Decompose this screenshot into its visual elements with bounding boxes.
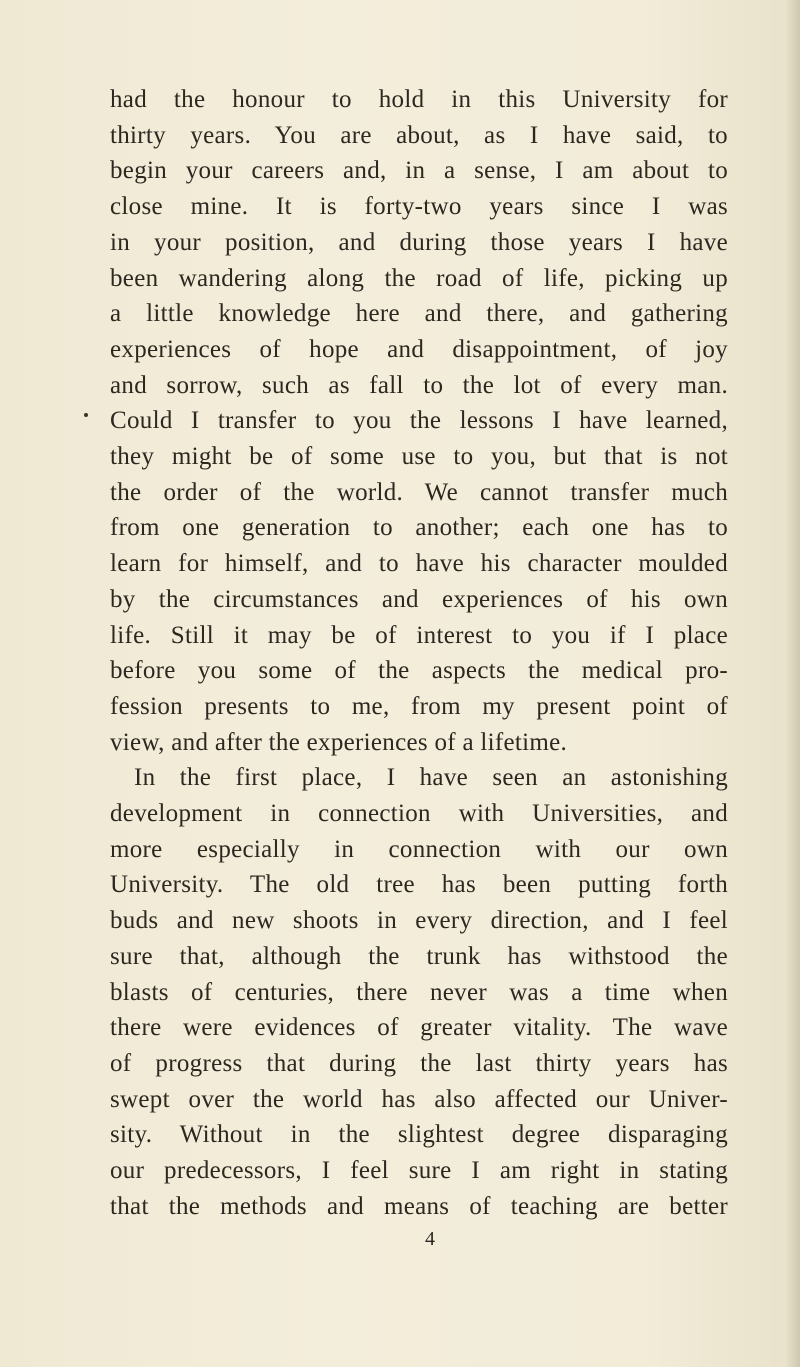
text-line: thirty years. You are about, as I have said, to (110, 121, 728, 149)
text-line: by the circumstances and experiences of his own (110, 585, 728, 613)
text-line: blasts of centuries, there never was a time when (110, 978, 728, 1006)
text-line: before you some of the aspects the medical pro- (110, 657, 728, 685)
text-line: there were evidences of greater vitality. The wave (110, 1014, 728, 1042)
text-line: of progress that during the last thirty years has (110, 1049, 728, 1077)
text-line: life. Still it may be of interest to you if I place (110, 621, 728, 649)
text-line: experiences of hope and disappointment, of joy (110, 335, 728, 363)
text-line: had the honour to hold in this University for (110, 86, 728, 113)
text-line: learn for himself, and to have his character moulded (110, 550, 728, 578)
page-number: 4 (425, 1228, 435, 1250)
text-line: a little knowledge here and there, and gathering (110, 300, 728, 328)
page-edge-shadow (786, 0, 800, 1367)
text-line: that the methods and means of teaching are better (110, 1192, 728, 1220)
text-line: sity. Without in the slightest degree disparaging (110, 1121, 728, 1149)
text-line: view, and after the experiences of a lifetime. (110, 728, 568, 756)
text-line: buds and new shoots in every direction, and I feel (110, 907, 728, 935)
text-line: sure that, although the trunk has withstood the (110, 942, 728, 970)
text-line: University. The old tree has been putting forth (110, 871, 728, 899)
text-line: been wandering along the road of life, picking up (110, 264, 728, 292)
text-line: and sorrow, such as fall to the lot of every man. (110, 371, 728, 399)
text-line: Could I transfer to you the lessons I have learned, (110, 407, 728, 435)
text-line: more especially in connection with our own (110, 835, 728, 863)
text-line: In the first place, I have seen an astonishing (134, 764, 728, 792)
ink-speck (84, 413, 88, 417)
text-line: the order of the world. We cannot transfer much (110, 478, 728, 506)
text-line: in your position, and during those years I have (110, 228, 728, 256)
text-line: fession presents to me, from my present point of (110, 692, 728, 720)
body-text (110, 82, 728, 1225)
text-line: swept over the world has also affected our Univer- (110, 1085, 728, 1113)
text-line: they might be of some use to you, but that is not (110, 443, 728, 471)
text-line: close mine. It is forty-two years since I was (110, 193, 728, 221)
text-line: our predecessors, I feel sure I am right in stating (110, 1157, 728, 1185)
text-line: begin your careers and, in a sense, I am about to (110, 157, 728, 185)
text-line: development in connection with Universities, and (110, 800, 728, 828)
text-line: from one generation to another; each one has to (110, 514, 728, 542)
